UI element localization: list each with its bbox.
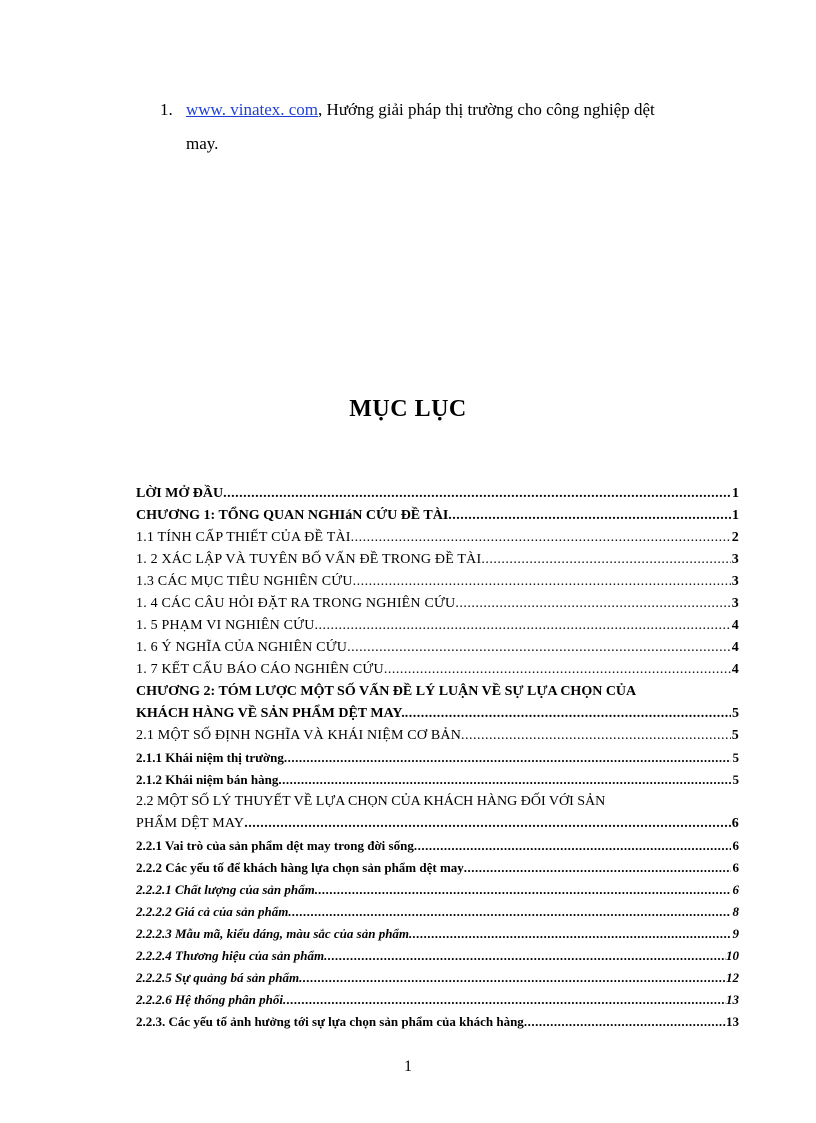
toc-entry[interactable]	[136, 486, 739, 508]
toc-entry[interactable]	[136, 706, 739, 728]
toc-leader-dots	[244, 816, 731, 832]
toc-leader-dots	[283, 992, 726, 1008]
toc-entry-page: 5	[732, 706, 739, 721]
toc-entry[interactable]	[136, 728, 739, 750]
toc-entry-label: 1. 7 KẾT CẤU BÁO CÁO NGHIÊN CỨU	[136, 662, 384, 677]
toc-entry[interactable]	[136, 640, 739, 662]
toc-title: MỤC LỤC	[349, 396, 467, 422]
toc-entry-page: 4	[731, 640, 739, 655]
toc-entry-page: 13	[726, 1014, 739, 1029]
toc-group-section22	[136, 838, 739, 1036]
toc-leader-dots	[315, 882, 731, 898]
reference-text: , Hướng giải pháp thị trường cho công nghiệp dệt	[318, 100, 655, 119]
toc-entry-page: 2	[731, 530, 739, 545]
toc-entry[interactable]	[136, 816, 739, 838]
toc-leader-dots	[455, 596, 731, 612]
toc-entry[interactable]	[136, 750, 739, 772]
toc-leader-dots	[351, 530, 731, 546]
toc-entry-page: 5	[731, 728, 739, 743]
toc-entry[interactable]	[136, 948, 739, 970]
toc-entry-label: 2.2.2.4 Thương hiệu của sản phẩm	[136, 948, 325, 963]
toc-entry-page: 5	[732, 772, 739, 787]
toc-entry-page: 1	[732, 486, 739, 501]
toc-section22-line1: 2.2 MỘT SỐ LÝ THUYẾT VỀ LỰA CHỌN CỦA KHÁCH HÀNG ĐỐI VỚI SẢN	[136, 794, 606, 809]
toc-entry-page: 1	[732, 508, 739, 523]
toc-entry[interactable]	[136, 926, 739, 948]
toc-leader-dots	[223, 486, 731, 502]
toc-entry[interactable]	[136, 838, 739, 860]
reference-number: 1.	[160, 100, 173, 119]
toc-entry[interactable]	[136, 904, 739, 926]
toc-entry-label: 1.1 TÍNH CẤP THIẾT CỦA ĐỀ TÀI	[136, 530, 351, 545]
reference-line-1	[160, 93, 740, 127]
toc-entry[interactable]	[136, 574, 739, 596]
toc-entry[interactable]	[136, 596, 739, 618]
toc-leader-dots	[315, 618, 731, 634]
toc-entry-label: KHÁCH HÀNG VỀ SẢN PHẨM DỆT MAY.	[136, 706, 405, 721]
toc-leader-dots	[284, 750, 731, 766]
toc-leader-dots	[384, 662, 731, 678]
toc-leader-dots	[405, 706, 731, 722]
toc-entry-label: 1.3 CÁC MỤC TIÊU NGHIÊN CỨU	[136, 574, 353, 589]
toc-leader-dots	[324, 948, 726, 964]
toc-entry-page: 12	[726, 970, 739, 985]
reference-entry	[160, 93, 740, 161]
toc-entry-page: 3	[731, 574, 739, 589]
toc-entry-page: 10	[726, 948, 739, 963]
toc-entry[interactable]	[136, 992, 739, 1014]
toc-entry[interactable]	[136, 508, 739, 530]
toc-entry[interactable]	[136, 552, 739, 574]
reference-link[interactable]: www. vinatex. com	[186, 100, 319, 119]
toc-entry-page: 3	[731, 596, 739, 611]
toc-entry-label: 1. 4 CÁC CÂU HỎI ĐẶT RA TRONG NGHIÊN CỨU	[136, 596, 456, 611]
toc-entry[interactable]	[136, 618, 739, 640]
toc-entry-label: 1. 5 PHẠM VI NGHIÊN CỨU	[136, 618, 315, 633]
toc-entry[interactable]	[136, 530, 739, 552]
toc-leader-dots	[481, 552, 731, 568]
toc-entry-label: LỜI MỞ ĐẦU	[136, 486, 224, 501]
toc-entry-page: 8	[732, 904, 739, 919]
toc-entry-label: 2.2.2.1 Chất lượng của sản phẩm	[136, 882, 315, 897]
toc-entry[interactable]	[136, 772, 739, 794]
toc-entry-page: 6	[731, 816, 739, 831]
toc-entry-label: 2.2.2.6 Hệ thống phân phối	[136, 992, 284, 1007]
toc-entry-label: 1. 2 XÁC LẬP VÀ TUYÊN BỐ VẤN ĐỀ TRONG ĐỀ TÀI	[136, 552, 482, 567]
toc-entry[interactable]	[136, 1014, 739, 1036]
reference-line-2: may.	[186, 134, 219, 153]
toc-entry[interactable]	[136, 860, 739, 882]
toc-leader-dots	[299, 970, 726, 986]
toc-entry[interactable]	[136, 662, 739, 684]
toc-leader-dots	[414, 838, 731, 854]
toc-entry-label: 2.2.2 Các yếu tố để khách hàng lựa chọn sản phẩm dệt may	[136, 860, 464, 875]
toc-entry-page: 6	[732, 860, 739, 875]
toc-leader-dots	[448, 508, 731, 524]
toc-entry[interactable]	[136, 970, 739, 992]
page-number: 1	[404, 1058, 412, 1075]
toc-entry-page: 6	[732, 838, 739, 853]
toc-entry-page: 5	[732, 750, 739, 765]
toc-leader-dots	[464, 860, 731, 876]
toc-entry-label: 2.2.2.2 Giá cả của sản phẩm	[136, 904, 289, 919]
toc-group-chapter1	[136, 486, 739, 684]
toc-entry[interactable]	[136, 882, 739, 904]
toc-group-section21	[136, 728, 739, 794]
toc-entry-label: 2.1.1 Khái niệm thị trường	[136, 750, 284, 765]
toc-entry-label: 2.2.1 Vai trò của sản phẩm dệt may trong đời sống	[136, 838, 414, 853]
toc-entry-page: 4	[731, 618, 739, 633]
toc-leader-dots	[353, 574, 731, 590]
toc-entry-page: 9	[732, 926, 739, 941]
toc-entry-label: 2.1 MỘT SỐ ĐỊNH NGHĨA VÀ KHÁI NIỆM CƠ BẢN	[136, 728, 462, 743]
toc-entry-label: PHẨM DỆT MAY	[136, 816, 245, 831]
toc-entry-page: 13	[726, 992, 739, 1007]
table-of-contents	[136, 486, 739, 1036]
toc-leader-dots	[278, 772, 731, 788]
toc-entry-label: 2.2.2.3 Mẫu mã, kiểu dáng, màu sắc của sản phẩm	[136, 926, 410, 941]
toc-leader-dots	[347, 640, 731, 656]
toc-leader-dots	[409, 926, 731, 942]
toc-entry-page: 4	[731, 662, 739, 677]
toc-entry-label: 2.2.2.5 Sự quảng bá sản phẩm	[136, 970, 300, 985]
toc-entry-label: 2.2.3. Các yếu tố ảnh hưởng tới sự lựa chọn sản phẩm của khách hàng	[136, 1014, 524, 1029]
toc-leader-dots	[461, 728, 731, 744]
toc-entry-label: CHƯƠNG 1: TỔNG QUAN NGHIáN CỨU ĐỀ TÀI	[136, 508, 449, 523]
toc-entry-label: 2.1.2 Khái niệm bán hàng	[136, 772, 279, 787]
toc-chapter2-line1: CHƯƠNG 2: TÓM LƯỢC MỘT SỐ VẤN ĐỀ LÝ LUẬN VỀ SỰ LỰA CHỌN CỦA	[136, 684, 637, 699]
toc-entry-page: 6	[732, 882, 739, 897]
toc-entry-label: 1. 6 Ý NGHĨA CỦA NGHIÊN CỨU	[136, 640, 348, 655]
toc-entry-page: 3	[731, 552, 739, 567]
toc-leader-dots	[524, 1014, 726, 1030]
toc-leader-dots	[288, 904, 731, 920]
